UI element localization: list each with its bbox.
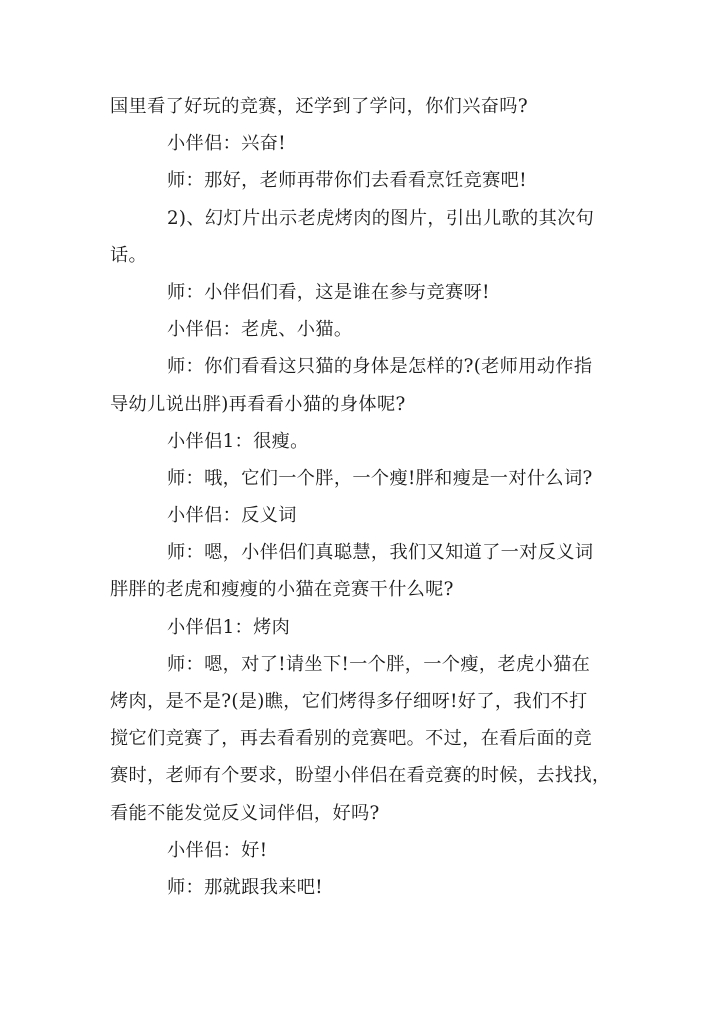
- text-line: 师：嗯，对了!请坐下!一个胖，一个瘦，老虎小猫在: [167, 653, 591, 675]
- text-line: 小伴侣1：烤肉: [167, 616, 291, 638]
- text-line: 小伴侣：好!: [167, 839, 268, 861]
- text-line: 2)、幻灯片出示老虎烤肉的图片，引出儿歌的其次句: [167, 207, 595, 229]
- text-line: 小伴侣1：很瘦。: [167, 430, 309, 452]
- text-line: 师：哦，它们一个胖，一个瘦!胖和瘦是一对什么词?: [167, 467, 593, 489]
- text-line: 话。: [110, 244, 148, 266]
- document-body: [110, 88, 612, 906]
- text-line: 搅它们竞赛了，再去看看别的竞赛吧。不过，在看后面的竞: [110, 728, 592, 750]
- text-line: 国里看了好玩的竞赛，还学到了学问，你们兴奋吗?: [110, 96, 528, 117]
- text-line: 胖胖的老虎和瘦瘦的小猫在竞赛干什么呢?: [110, 579, 454, 601]
- text-line: 小伴侣：老虎、小猫。: [167, 319, 353, 341]
- text-line: 小伴侣：兴奋!: [167, 133, 286, 155]
- text-line: 看能不能发觉反义词伴侣，好吗?: [110, 802, 380, 824]
- text-line: 导幼儿说出胖)再看看小猫的身体呢?: [110, 393, 406, 415]
- text-line: 小伴侣：反义词: [167, 505, 297, 527]
- text-line: 师：那好，老师再带你们去看看烹饪竞赛吧!: [167, 170, 527, 192]
- text-line: 师：那就跟我来吧!: [167, 876, 323, 898]
- text-line: 师：嗯，小伴侣们真聪慧，我们又知道了一对反义词: [167, 542, 594, 564]
- text-line: 师：小伴侣们看，这是谁在参与竞赛呀!: [167, 281, 490, 303]
- text-line: 师：你们看看这只猫的身体是怎样的?(老师用动作指: [167, 356, 593, 378]
- text-line: 赛时，老师有个要求，盼望小伴侣在看竞赛的时候，去找找，: [110, 765, 611, 787]
- text-line: 烤肉，是不是?(是)瞧，它们烤得多仔细呀!好了，我们不打: [110, 691, 588, 712]
